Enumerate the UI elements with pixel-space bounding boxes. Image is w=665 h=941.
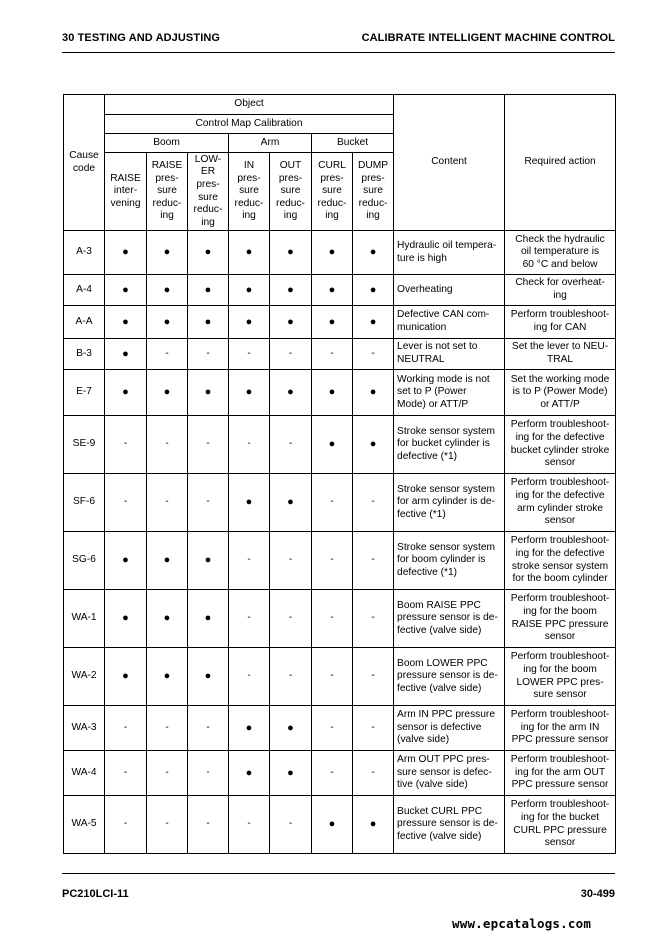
not-applicable-mark: - [188, 706, 229, 751]
applies-mark: ● [312, 231, 353, 275]
applies-mark: ● [105, 590, 147, 648]
applies-mark: ● [105, 370, 147, 416]
content-cell: Working mode is not set to P (Power Mode) or ATT/P [394, 370, 505, 416]
content-cell: Boom LOWER PPC pressure sensor is de- fective (valve side) [394, 648, 505, 706]
content-cell: Stroke sensor system for arm cylinder is de- fective (*1) [394, 474, 505, 532]
table-row [64, 796, 616, 854]
applies-mark: ● [312, 306, 353, 339]
cause-code-cell: A-A [64, 306, 105, 339]
table-row [64, 590, 616, 648]
header-rule [62, 52, 615, 53]
group-header-bucket: Bucket [312, 134, 394, 153]
applies-mark: ● [105, 532, 147, 590]
not-applicable-mark: - [147, 796, 188, 854]
applies-mark: ● [147, 648, 188, 706]
content-cell: Arm OUT PPC pres- sure sensor is defec- tive (valve side) [394, 751, 505, 796]
required-action-cell: Check for overheat- ing [505, 275, 616, 306]
applies-mark: ● [353, 370, 394, 416]
not-applicable-mark: - [229, 416, 270, 474]
not-applicable-mark: - [229, 339, 270, 370]
required-action-cell: Perform troubleshoot- ing for the defective bucket cylinder stroke sensor [505, 416, 616, 474]
cause-code-cell: SG-6 [64, 532, 105, 590]
required-action-cell: Set the lever to NEU- TRAL [505, 339, 616, 370]
not-applicable-mark: - [353, 706, 394, 751]
required-action-cell: Perform troubleshoot- ing for the arm OUT PPC pressure sensor [505, 751, 616, 796]
required-action-cell: Perform troubleshoot- ing for the arm IN PPC pressure sensor [505, 706, 616, 751]
table-row [64, 532, 616, 590]
column-header-raise-intervening: RAISE inter- vening [105, 153, 147, 231]
content-cell: Bucket CURL PPC pressure sensor is de- fective (valve side) [394, 796, 505, 854]
not-applicable-mark: - [147, 751, 188, 796]
applies-mark: ● [270, 275, 312, 306]
footer-rule [62, 873, 615, 874]
not-applicable-mark: - [229, 590, 270, 648]
not-applicable-mark: - [270, 532, 312, 590]
not-applicable-mark: - [312, 590, 353, 648]
required-action-cell: Perform troubleshoot- ing for CAN [505, 306, 616, 339]
applies-mark: ● [188, 231, 229, 275]
not-applicable-mark: - [353, 339, 394, 370]
not-applicable-mark: - [312, 339, 353, 370]
cause-code-cell: E-7 [64, 370, 105, 416]
column-header-dump-pressure-reducing: DUMP pres- sure reduc- ing [353, 153, 394, 231]
applies-mark: ● [147, 590, 188, 648]
not-applicable-mark: - [312, 532, 353, 590]
table-row [64, 306, 616, 339]
applies-mark: ● [270, 370, 312, 416]
table-row [64, 474, 616, 532]
applies-mark: ● [312, 275, 353, 306]
not-applicable-mark: - [188, 751, 229, 796]
not-applicable-mark: - [353, 474, 394, 532]
not-applicable-mark: - [105, 474, 147, 532]
applies-mark: ● [147, 306, 188, 339]
cause-code-cell: A-3 [64, 231, 105, 275]
column-header-raise-pressure-reducing: RAISE pres- sure reduc- ing [147, 153, 188, 231]
applies-mark: ● [229, 370, 270, 416]
applies-mark: ● [105, 306, 147, 339]
not-applicable-mark: - [188, 416, 229, 474]
applies-mark: ● [147, 231, 188, 275]
calibration-table [63, 94, 616, 854]
cause-code-cell: WA-4 [64, 751, 105, 796]
content-cell: Arm IN PPC pressure sensor is defective (valve side) [394, 706, 505, 751]
not-applicable-mark: - [147, 474, 188, 532]
applies-mark: ● [188, 590, 229, 648]
table-row [64, 648, 616, 706]
required-action-cell: Perform troubleshoot- ing for the boom LOWER PPC pres- sure sensor [505, 648, 616, 706]
applies-mark: ● [270, 231, 312, 275]
not-applicable-mark: - [270, 339, 312, 370]
control-map-calibration-header: Control Map Calibration [105, 115, 394, 134]
cause-code-cell: B-3 [64, 339, 105, 370]
content-cell: Lever is not set to NEUTRAL [394, 339, 505, 370]
content-cell: Stroke sensor system for boom cylinder is defective (*1) [394, 532, 505, 590]
not-applicable-mark: - [188, 339, 229, 370]
column-header-lower-pressure-reducing: LOW- ER pres- sure reduc- ing [188, 153, 229, 231]
applies-mark: ● [270, 751, 312, 796]
cause-code-cell: WA-5 [64, 796, 105, 854]
applies-mark: ● [105, 648, 147, 706]
cause-code-cell: SF-6 [64, 474, 105, 532]
table-row [64, 751, 616, 796]
not-applicable-mark: - [353, 648, 394, 706]
applies-mark: ● [270, 474, 312, 532]
required-action-cell: Perform troubleshoot- ing for the defective stroke sensor system for the boom cylinder [505, 532, 616, 590]
applies-mark: ● [270, 306, 312, 339]
applies-mark: ● [147, 532, 188, 590]
not-applicable-mark: - [105, 751, 147, 796]
required-action-cell: Perform troubleshoot- ing for the bucket CURL PPC pressure sensor [505, 796, 616, 854]
applies-mark: ● [105, 275, 147, 306]
not-applicable-mark: - [229, 796, 270, 854]
applies-mark: ● [353, 796, 394, 854]
not-applicable-mark: - [147, 706, 188, 751]
footer-page-number: 30-499 [580, 888, 615, 900]
not-applicable-mark: - [270, 648, 312, 706]
content-cell: Boom RAISE PPC pressure sensor is de- fective (valve side) [394, 590, 505, 648]
applies-mark: ● [188, 648, 229, 706]
required-action-cell: Set the working mode is to P (Power Mode) or ATT/P [505, 370, 616, 416]
applies-mark: ● [229, 275, 270, 306]
cause-code-cell: SE-9 [64, 416, 105, 474]
required-action-cell: Check the hydraulic oil temperature is 60 °C and below [505, 231, 616, 275]
not-applicable-mark: - [188, 474, 229, 532]
table-row [64, 275, 616, 306]
table-row [64, 416, 616, 474]
cause-code-cell: WA-1 [64, 590, 105, 648]
not-applicable-mark: - [229, 648, 270, 706]
not-applicable-mark: - [270, 416, 312, 474]
not-applicable-mark: - [353, 590, 394, 648]
applies-mark: ● [353, 306, 394, 339]
applies-mark: ● [229, 706, 270, 751]
not-applicable-mark: - [105, 706, 147, 751]
applies-mark: ● [353, 275, 394, 306]
applies-mark: ● [353, 231, 394, 275]
required-action-header: Required action [505, 95, 616, 231]
not-applicable-mark: - [353, 532, 394, 590]
object-header: Object [105, 95, 394, 115]
applies-mark: ● [229, 474, 270, 532]
not-applicable-mark: - [270, 796, 312, 854]
not-applicable-mark: - [312, 706, 353, 751]
applies-mark: ● [312, 796, 353, 854]
table-row [64, 370, 616, 416]
not-applicable-mark: - [105, 796, 147, 854]
applies-mark: ● [312, 370, 353, 416]
applies-mark: ● [188, 306, 229, 339]
applies-mark: ● [229, 306, 270, 339]
page-header-title: CALIBRATE INTELLIGENT MACHINE CONTROL [361, 32, 615, 44]
watermark: www.epcatalogs.com [452, 916, 592, 931]
content-cell: Defective CAN com- munication [394, 306, 505, 339]
cause-code-cell: WA-2 [64, 648, 105, 706]
group-header-arm: Arm [229, 134, 312, 153]
cause-code-cell: A-4 [64, 275, 105, 306]
table-row [64, 339, 616, 370]
table-row [64, 706, 616, 751]
content-cell: Hydraulic oil tempera- ture is high [394, 231, 505, 275]
applies-mark: ● [312, 416, 353, 474]
applies-mark: ● [270, 706, 312, 751]
not-applicable-mark: - [312, 474, 353, 532]
cause-code-header: Cause code [64, 95, 105, 231]
applies-mark: ● [105, 339, 147, 370]
applies-mark: ● [105, 231, 147, 275]
applies-mark: ● [188, 532, 229, 590]
applies-mark: ● [229, 231, 270, 275]
not-applicable-mark: - [312, 648, 353, 706]
content-cell: Stroke sensor system for bucket cylinder is defective (*1) [394, 416, 505, 474]
applies-mark: ● [353, 416, 394, 474]
applies-mark: ● [229, 751, 270, 796]
applies-mark: ● [147, 275, 188, 306]
not-applicable-mark: - [147, 416, 188, 474]
column-header-in-pressure-reducing: IN pres- sure reduc- ing [229, 153, 270, 231]
required-action-cell: Perform troubleshoot- ing for the defective arm cylinder stroke sensor [505, 474, 616, 532]
content-header: Content [394, 95, 505, 231]
table-row [64, 231, 616, 275]
applies-mark: ● [147, 370, 188, 416]
not-applicable-mark: - [229, 532, 270, 590]
not-applicable-mark: - [147, 339, 188, 370]
applies-mark: ● [188, 275, 229, 306]
page-header-section: 30 TESTING AND ADJUSTING [62, 32, 221, 44]
required-action-cell: Perform troubleshoot- ing for the boom RAISE PPC pressure sensor [505, 590, 616, 648]
column-header-out-pressure-reducing: OUT pres- sure reduc- ing [270, 153, 312, 231]
not-applicable-mark: - [270, 590, 312, 648]
not-applicable-mark: - [353, 751, 394, 796]
cause-code-cell: WA-3 [64, 706, 105, 751]
applies-mark: ● [188, 370, 229, 416]
footer-model: PC210LCI-11 [62, 888, 129, 900]
column-header-curl-pressure-reducing: CURL pres- sure reduc- ing [312, 153, 353, 231]
not-applicable-mark: - [188, 796, 229, 854]
not-applicable-mark: - [312, 751, 353, 796]
content-cell: Overheating [394, 275, 505, 306]
group-header-boom: Boom [105, 134, 229, 153]
not-applicable-mark: - [105, 416, 147, 474]
